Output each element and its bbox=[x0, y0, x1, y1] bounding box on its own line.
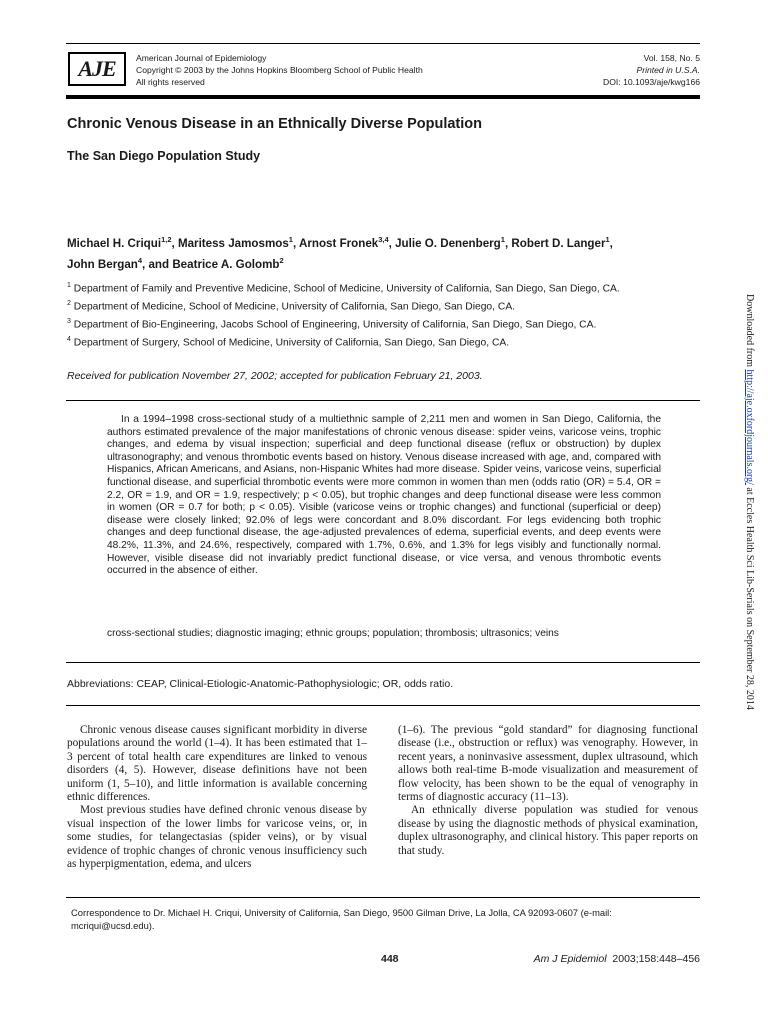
author: Maritess Jamosmos bbox=[177, 236, 289, 250]
printed-in: Printed in U.S.A. bbox=[636, 65, 700, 75]
body-column-right bbox=[398, 724, 698, 858]
journal-logo: AJE bbox=[68, 52, 126, 86]
affiliation: $^4$ Department of Surgery, School of Medicine, University of California, San Diego, San Diego, CA. bbox=[67, 335, 510, 349]
abstract-bottom-rule bbox=[66, 662, 700, 663]
affiliations bbox=[67, 279, 707, 351]
body-paragraph: Chronic venous disease causes significant morbidity in diverse populations around the world (1–4). It has been estimated that 1–3 percent of total health care expenditures are linked to venous disorders (4, 5). However, disease definitions have not been uniform (1, 5–10), and little information is available concerning ethnic differences. bbox=[67, 724, 367, 804]
abstract-top-rule bbox=[66, 400, 700, 401]
doi: DOI: 10.1093/aje/kwg166 bbox=[603, 77, 700, 87]
body-column-left bbox=[67, 724, 367, 871]
issue-info bbox=[603, 52, 700, 88]
author: John Bergan bbox=[67, 257, 138, 271]
download-stamp: Downloaded from http://aje.oxfordjournals.org/ at Eccles Health Sci Lib-Serials on September 28, 2014 bbox=[744, 294, 755, 710]
journal-info bbox=[136, 52, 423, 88]
download-link[interactable]: http://aje.oxfordjournals.org/ bbox=[744, 369, 755, 485]
header-bottom-rule bbox=[66, 95, 700, 99]
abbreviations: Abbreviations: CEAP, Clinical-Etiologic-Anatomic-Pathophysiologic; OR, odds ratio. bbox=[67, 678, 454, 690]
received-dates: Received for publication November 27, 2002; accepted for publication February 21, 2003. bbox=[67, 370, 483, 382]
volume-issue: Vol. 158, No. 5 bbox=[643, 53, 700, 63]
body-paragraph: (1–6). The previous “gold standard” for diagnosing functional disease (i.e., obstruction or reflux) was venography. However, in recent years, a noninvasive assessment, duplex ultrasound, which allows both real-time B-mode visualization and measurement of flow velocity, has been shown to be the equal of venography in terms of diagnostic accuracy (11–13). bbox=[398, 724, 698, 804]
author: Arnost Fronek bbox=[298, 236, 379, 250]
journal-abbrev: Am J Epidemiol bbox=[533, 953, 607, 965]
citation: 2003;158:448–456 bbox=[612, 953, 700, 965]
body-top-rule bbox=[66, 705, 700, 706]
affiliation: $^1$ Department of Family and Preventive Medicine, School of Medicine, University of California, San Diego, San Diego, CA. bbox=[67, 282, 620, 295]
abstract bbox=[107, 414, 661, 578]
rights-line: All rights reserved bbox=[136, 77, 205, 87]
affiliation: $^2$ Department of Medicine, School of Medicine, University of California, San Diego, San Diego, CA. bbox=[67, 299, 516, 313]
keywords: cross-sectional studies; diagnostic imaging; ethnic groups; population; thrombosis; ultrasonics; veins bbox=[107, 628, 559, 639]
page-number: 448 bbox=[381, 953, 399, 965]
article-title: Chronic Venous Disease in an Ethnically Diverse Population bbox=[67, 116, 482, 132]
copyright-line: Copyright © 2003 by the Johns Hopkins Bloomberg School of Public Health bbox=[136, 65, 423, 75]
author: Julie O. Denenberg bbox=[395, 236, 501, 250]
journal-name: American Journal of Epidemiology bbox=[136, 53, 267, 63]
body-paragraph: An ethnically diverse population was studied for venous disease by using the diagnostic methods of physical examination, duplex ultrasonography, and clinical history. This paper reports on that study. bbox=[398, 804, 698, 857]
header-top-rule bbox=[66, 43, 700, 44]
abstract-text: In a 1994–1998 cross-sectional study of a multiethnic sample of 2,211 men and women in San Diego, California, the authors estimated prevalence of the major manifestations of chronic venous disease: spider veins, varicose veins, trophic changes, and edema by visual inspection; superficial and deep functional disease (reflux or obstruction) by duplex ultrasonography; and venous thrombotic events based on history. Venous disease increased with age, and, compared with Hispanics, African Americans, and Asians, non-Hispanic Whites had more disease. Spider veins, varicose veins, superficial functional disease, and superficial thrombotic events were more common in women than men (odds ratio (OR) = 5.4, OR = 2.2, OR = 1.9, and OR = 1.9, respectively; p < 0.05), but trophic changes and deep functional disease were less common in women (OR = 0.7 for both; p < 0.05). Visible (varicose veins or trophic changes) and functional (superficial or deep) disease were closely linked; 92.0% of legs were concordant and 8.0% discordant. For legs evidencing both trophic changes and deep functional disease, the age-adjusted prevalences of edema, superficial events, and deep events were 48.2%, 11.3%, and 24.6%, respectively, compared with 1.7%, 0.6%, and 1.3% for legs visibly and functionally normal. However, visible disease did not invariably predict functional disease, or vice versa, and venous thrombotic events occurred in the absence of either. bbox=[107, 414, 661, 577]
author: Robert D. Langer bbox=[511, 236, 606, 250]
footnote-rule bbox=[66, 897, 700, 898]
author: Beatrice A. Golomb bbox=[172, 257, 280, 271]
affiliation: $^3$ Department of Bio-Engineering, Jacobs School of Engineering, University of California, San Diego, San Diego, CA. bbox=[67, 317, 597, 331]
article-subtitle: The San Diego Population Study bbox=[67, 149, 261, 163]
correspondence-note: Correspondence to Dr. Michael H. Criqui, University of California, San Diego, 9500 Gilman Drive, La Jolla, CA 92093-0607 (e-mail: mcriqui@ucsd.edu). bbox=[71, 907, 612, 931]
body-paragraph: Most previous studies have defined chronic venous disease by visual inspection of the lower limbs for varicose veins, or, in some studies, for telangectasias (spider veins), or by visual evidence of trophic changes of chronic venous insufficiency such as hyperpigmentation, edema, and ulcers bbox=[67, 804, 367, 871]
author: Michael H. Criqui bbox=[67, 236, 162, 250]
journal-citation bbox=[534, 953, 700, 965]
author-list: Michael H. Criqui$^{1,2}$, Maritess Jamosmos$^1$, Arnost Fronek$^{3,4}$, Julie O. Denenberg$^1$, Robert D. Langer$^1$, John Bergan$^4$, and Beatrice A. Golomb$^2$ bbox=[67, 235, 613, 271]
